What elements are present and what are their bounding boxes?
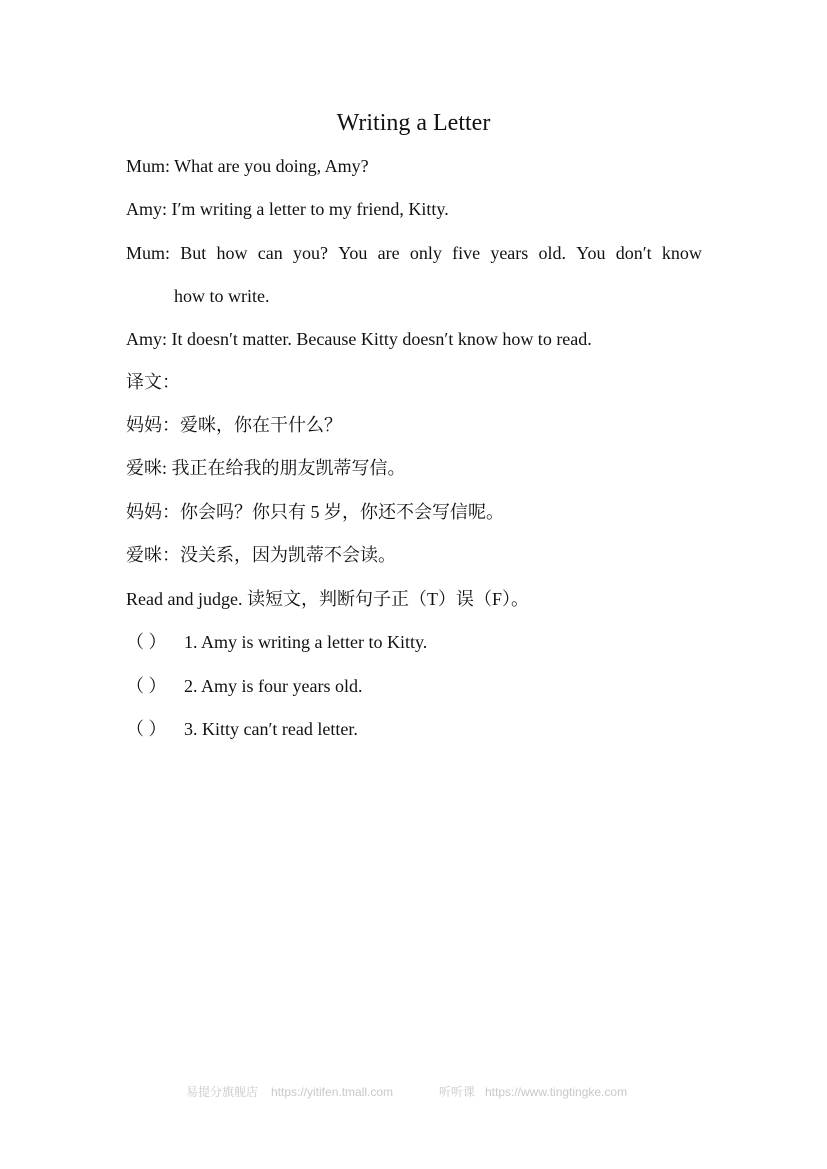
dialogue-line-1: Mum: What are you doing, Amy?: [126, 156, 369, 176]
translation-line-4: 爱咪：没关系，因为凯蒂不会读。: [126, 545, 396, 565]
footer-left-text: 易提分旗舰店: [186, 1085, 259, 1099]
dialogue-word: can: [257, 243, 283, 263]
translation-line-2: 爱咪: 我正在给我的朋友凯蒂写信。: [126, 458, 406, 478]
dialogue-word: You: [338, 243, 368, 263]
exercise-item: [126, 716, 358, 742]
dialogue-word: are: [377, 243, 400, 263]
translation-line-3: 妈妈：你会吗？你只有 5 岁，你还不会写信呢。: [126, 502, 504, 522]
dialogue-word: old.: [538, 243, 567, 263]
dialogue-line-4: Amy: It doesn′t matter. Because Kitty doesn′t know how to read.: [126, 329, 592, 349]
dialogue-word: years: [490, 243, 529, 263]
exercise-item: [126, 629, 427, 655]
translation-line-1: 妈妈：爱咪，你在干什么？: [126, 415, 342, 435]
dialogue-word: only: [409, 243, 442, 263]
footer-right-url[interactable]: https://www.tingtingke.com: [485, 1085, 628, 1099]
dialogue-word: But: [180, 243, 207, 263]
answer-blank[interactable]: （ ）: [126, 719, 167, 739]
answer-blank[interactable]: （ ）: [126, 676, 167, 696]
dialogue-line-3-continued: how to write.: [174, 286, 270, 306]
dialogue-word: you?: [292, 243, 328, 263]
footer-left-url[interactable]: https://yitifen.tmall.com: [271, 1085, 394, 1099]
dialogue-line-2: Amy: I′m writing a letter to my friend, Kitty.: [126, 199, 449, 219]
exercise-item-text: 2. Amy is four years old.: [184, 676, 363, 696]
translation-heading: 译文：: [126, 372, 180, 392]
exercise-instruction: Read and judge. 读短文，判断句子正（T）误（F）。: [126, 589, 529, 609]
exercise-item: [126, 673, 362, 699]
dialogue-word: five: [452, 243, 481, 263]
footer-right-text: 听听课: [439, 1085, 476, 1099]
dialogue-word: don′t: [615, 243, 652, 263]
dialogue-word: know: [661, 243, 702, 263]
dialogue-word: how: [216, 243, 248, 263]
dialogue-word: Mum:: [126, 243, 171, 263]
exercise-item-text: 3. Kitty can′t read letter.: [184, 719, 358, 739]
answer-blank[interactable]: （ ）: [126, 632, 167, 652]
dialogue-word: You: [576, 243, 606, 263]
document-title: Writing a Letter: [336, 110, 491, 136]
dialogue-line-3: [126, 240, 702, 266]
exercise-item-text: 1. Amy is writing a letter to Kitty.: [184, 632, 428, 652]
